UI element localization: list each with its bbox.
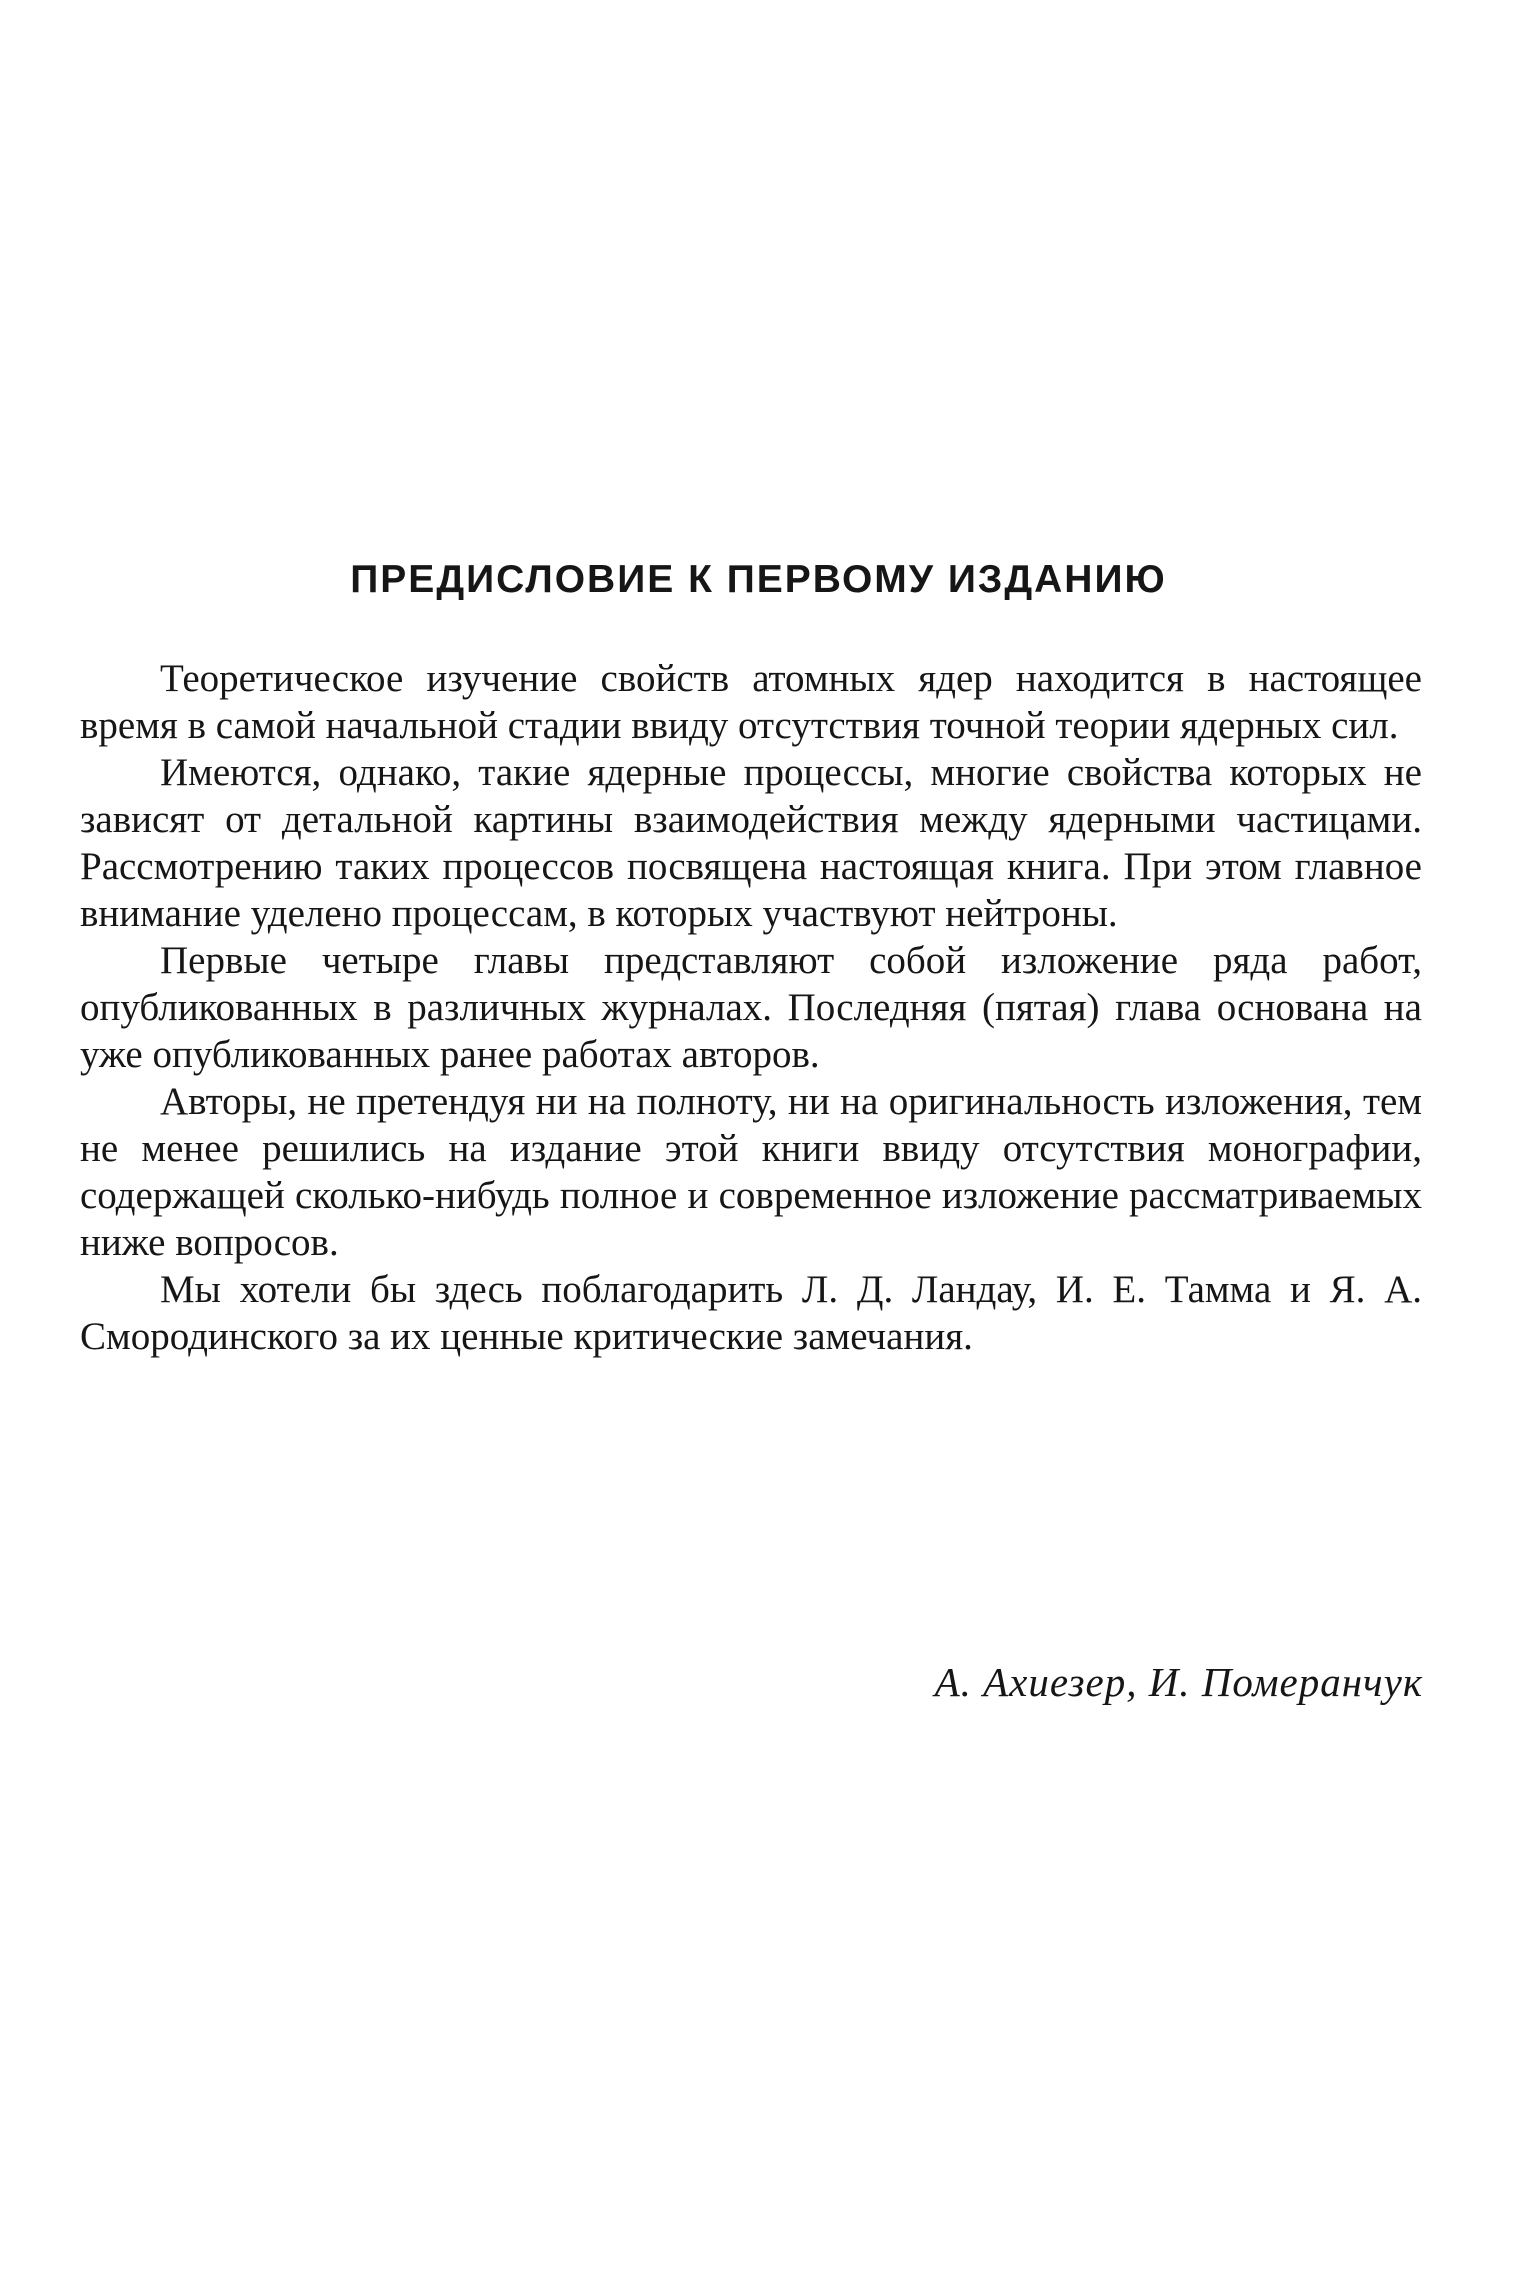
- paragraph-3: Первые четыре главы представляют собой изложение ряда работ, опубликованных в различных журналах. Последняя (пятая) глава основана на уже опубликованных ранее работах авторов.: [80, 939, 1422, 1076]
- paragraph-5: Мы хотели бы здесь поблагодарить Л. Д. Ландау, И. Е. Тамма и Я. А. Смородинского за их ценные критические замечания.: [80, 1268, 1422, 1358]
- author-signature: А. Ахиезер, И. Померанчук: [934, 1659, 1423, 1705]
- paragraph-4: Авторы, не претендуя ни на полноту, ни на оригинальность изложения, тем не менее решились на издание этой книги ввиду отсутствия монографии, содержащей сколько-нибудь полное и современное изложение рассматриваемых ниже вопросов.: [80, 1080, 1422, 1264]
- paragraph-2: Имеются, однако, такие ядерные процессы, многие свойства которых не зависят от детальной картины взаимодействия между ядерными частицами. Рассмотрению таких процессов посвящена настоящая книга. При этом главное внимание уделено процессам, в которых участвуют нейтроны.: [80, 751, 1422, 935]
- preface-body: [80, 655, 1422, 1360]
- paragraph-1: Теоретическое изучение свойств атомных ядер находится в настоящее время в самой начальной стадии ввиду отсутствия точной теории ядерных сил.: [80, 657, 1422, 747]
- page-title: ПРЕДИСЛОВИЕ К ПЕРВОМУ ИЗДАНИЮ: [350, 558, 1167, 601]
